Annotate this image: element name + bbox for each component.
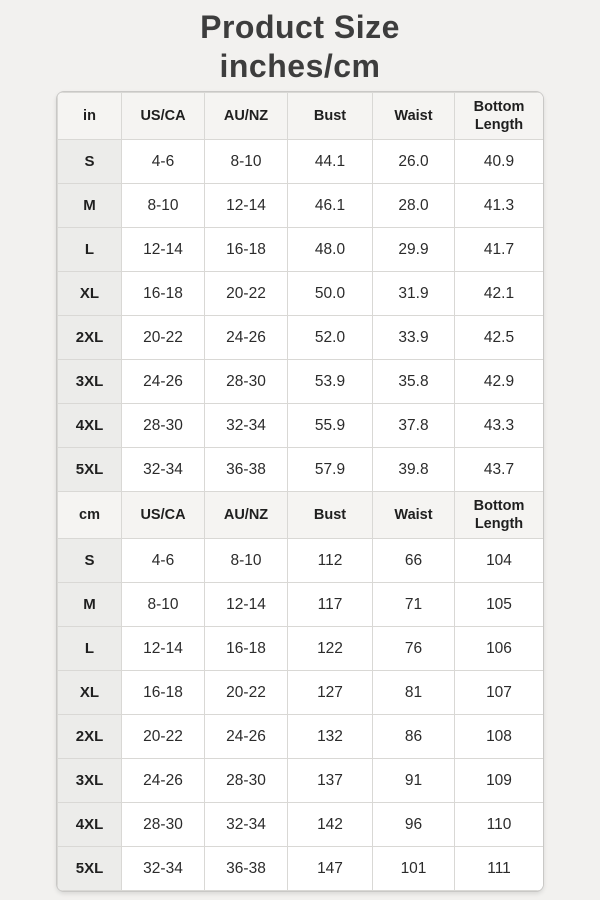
value-cell: 107 — [455, 671, 544, 715]
value-cell: 32-34 — [122, 448, 205, 492]
title-line-2: inches/cm — [219, 48, 381, 84]
value-cell: 41.3 — [455, 184, 544, 228]
value-cell: 28.0 — [373, 184, 455, 228]
value-cell: 101 — [373, 847, 455, 891]
value-cell: 20-22 — [205, 272, 288, 316]
value-cell: 50.0 — [288, 272, 373, 316]
value-cell: 20-22 — [122, 715, 205, 759]
value-cell: 81 — [373, 671, 455, 715]
section-header-row-cm — [58, 492, 544, 539]
value-cell: 46.1 — [288, 184, 373, 228]
size-label-cell: 5XL — [58, 448, 122, 492]
table-row — [58, 404, 544, 448]
value-cell: 8-10 — [122, 583, 205, 627]
column-header: AU/NZ — [205, 93, 288, 140]
table-row — [58, 140, 544, 184]
column-header: US/CA — [122, 492, 205, 539]
table-row — [58, 448, 544, 492]
value-cell: 112 — [288, 539, 373, 583]
size-label-cell: XL — [58, 671, 122, 715]
table-row — [58, 184, 544, 228]
column-header: Bust — [288, 492, 373, 539]
value-cell: 117 — [288, 583, 373, 627]
value-cell: 42.9 — [455, 360, 544, 404]
size-label-cell: M — [58, 184, 122, 228]
value-cell: 142 — [288, 803, 373, 847]
value-cell: 16-18 — [205, 228, 288, 272]
value-cell: 43.7 — [455, 448, 544, 492]
column-header: in — [58, 93, 122, 140]
value-cell: 96 — [373, 803, 455, 847]
value-cell: 39.8 — [373, 448, 455, 492]
table-row — [58, 228, 544, 272]
column-header: Bottom Length — [455, 93, 544, 140]
value-cell: 104 — [455, 539, 544, 583]
value-cell: 36-38 — [205, 448, 288, 492]
value-cell: 76 — [373, 627, 455, 671]
size-chart-table — [57, 92, 544, 891]
value-cell: 12-14 — [205, 184, 288, 228]
table-row — [58, 715, 544, 759]
value-cell: 42.5 — [455, 316, 544, 360]
table-row — [58, 272, 544, 316]
table-row — [58, 671, 544, 715]
table-row — [58, 759, 544, 803]
column-header: Waist — [373, 93, 455, 140]
value-cell: 12-14 — [122, 627, 205, 671]
value-cell: 8-10 — [122, 184, 205, 228]
section-header-row-in — [58, 93, 544, 140]
value-cell: 137 — [288, 759, 373, 803]
table-row — [58, 847, 544, 891]
value-cell: 53.9 — [288, 360, 373, 404]
table-row — [58, 803, 544, 847]
value-cell: 20-22 — [205, 671, 288, 715]
size-label-cell: 2XL — [58, 316, 122, 360]
size-label-cell: S — [58, 140, 122, 184]
size-label-cell: 3XL — [58, 360, 122, 404]
value-cell: 31.9 — [373, 272, 455, 316]
size-label-cell: 5XL — [58, 847, 122, 891]
value-cell: 24-26 — [205, 316, 288, 360]
value-cell: 147 — [288, 847, 373, 891]
table-row — [58, 583, 544, 627]
value-cell: 48.0 — [288, 228, 373, 272]
table-row — [58, 627, 544, 671]
size-label-cell: 2XL — [58, 715, 122, 759]
value-cell: 40.9 — [455, 140, 544, 184]
value-cell: 28-30 — [205, 360, 288, 404]
value-cell: 20-22 — [122, 316, 205, 360]
value-cell: 32-34 — [205, 404, 288, 448]
size-label-cell: S — [58, 539, 122, 583]
value-cell: 132 — [288, 715, 373, 759]
value-cell: 24-26 — [122, 360, 205, 404]
value-cell: 4-6 — [122, 539, 205, 583]
value-cell: 44.1 — [288, 140, 373, 184]
value-cell: 52.0 — [288, 316, 373, 360]
value-cell: 32-34 — [122, 847, 205, 891]
size-chart-container — [56, 91, 544, 892]
value-cell: 55.9 — [288, 404, 373, 448]
size-label-cell: M — [58, 583, 122, 627]
table-row — [58, 539, 544, 583]
value-cell: 16-18 — [122, 671, 205, 715]
column-header: Bottom Length — [455, 492, 544, 539]
value-cell: 16-18 — [205, 627, 288, 671]
value-cell: 66 — [373, 539, 455, 583]
value-cell: 37.8 — [373, 404, 455, 448]
value-cell: 28-30 — [122, 803, 205, 847]
column-header: AU/NZ — [205, 492, 288, 539]
value-cell: 91 — [373, 759, 455, 803]
value-cell: 26.0 — [373, 140, 455, 184]
value-cell: 110 — [455, 803, 544, 847]
value-cell: 122 — [288, 627, 373, 671]
size-label-cell: 4XL — [58, 404, 122, 448]
table-row — [58, 316, 544, 360]
page-title — [0, 0, 600, 86]
value-cell: 106 — [455, 627, 544, 671]
value-cell: 86 — [373, 715, 455, 759]
size-label-cell: 3XL — [58, 759, 122, 803]
value-cell: 41.7 — [455, 228, 544, 272]
column-header: Waist — [373, 492, 455, 539]
column-header: US/CA — [122, 93, 205, 140]
value-cell: 111 — [455, 847, 544, 891]
value-cell: 42.1 — [455, 272, 544, 316]
value-cell: 8-10 — [205, 140, 288, 184]
value-cell: 24-26 — [205, 715, 288, 759]
size-label-cell: L — [58, 228, 122, 272]
value-cell: 24-26 — [122, 759, 205, 803]
value-cell: 35.8 — [373, 360, 455, 404]
value-cell: 57.9 — [288, 448, 373, 492]
value-cell: 29.9 — [373, 228, 455, 272]
column-header: cm — [58, 492, 122, 539]
value-cell: 28-30 — [122, 404, 205, 448]
size-label-cell: 4XL — [58, 803, 122, 847]
value-cell: 108 — [455, 715, 544, 759]
size-label-cell: L — [58, 627, 122, 671]
value-cell: 12-14 — [205, 583, 288, 627]
size-label-cell: XL — [58, 272, 122, 316]
value-cell: 105 — [455, 583, 544, 627]
value-cell: 33.9 — [373, 316, 455, 360]
value-cell: 4-6 — [122, 140, 205, 184]
value-cell: 28-30 — [205, 759, 288, 803]
value-cell: 12-14 — [122, 228, 205, 272]
column-header: Bust — [288, 93, 373, 140]
value-cell: 32-34 — [205, 803, 288, 847]
value-cell: 36-38 — [205, 847, 288, 891]
value-cell: 109 — [455, 759, 544, 803]
value-cell: 127 — [288, 671, 373, 715]
table-row — [58, 360, 544, 404]
value-cell: 16-18 — [122, 272, 205, 316]
value-cell: 43.3 — [455, 404, 544, 448]
value-cell: 8-10 — [205, 539, 288, 583]
title-line-1: Product Size — [200, 9, 400, 45]
value-cell: 71 — [373, 583, 455, 627]
